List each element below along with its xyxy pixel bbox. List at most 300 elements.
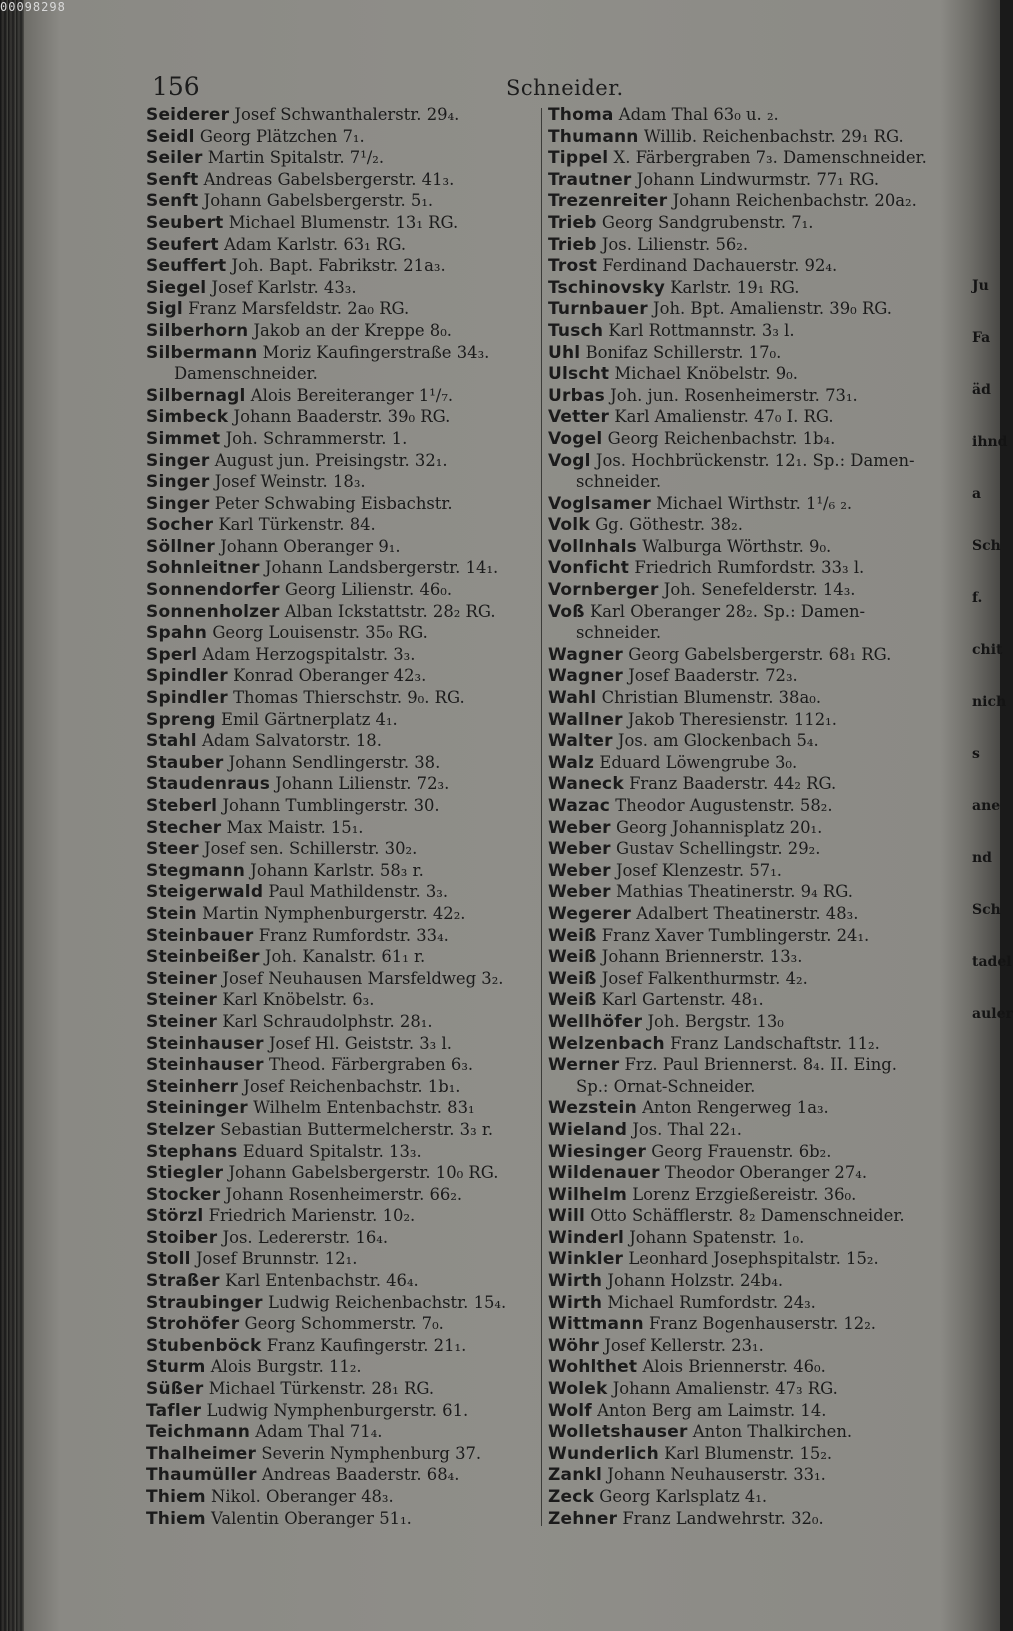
entry-details: Andreas Gabelsbergerstr. 41₃. xyxy=(203,169,455,189)
entry-surname: Wagner xyxy=(548,666,624,687)
directory-entry xyxy=(146,1335,541,1357)
edge-fragment: s xyxy=(972,746,980,762)
entry-details: Eduard Löwengrube 3₀. xyxy=(599,752,798,772)
directory-entry xyxy=(548,622,943,644)
entry-details: Alois Briennerstr. 46₀. xyxy=(642,1357,826,1377)
entry-surname: Stoiber xyxy=(146,1227,218,1248)
entry-details: Johann Baaderstr. 39₀ RG. xyxy=(233,407,451,427)
entry-details: Anton Thalkirchen. xyxy=(692,1422,853,1442)
entry-surname: Weiß xyxy=(548,947,597,968)
entry-details: Josef Schwanthalerstr. 29₄. xyxy=(234,105,460,124)
entry-details: Anton Rengerweg 1a₃. xyxy=(642,1098,829,1118)
entry-surname: Seiderer xyxy=(146,105,230,125)
entry-details: Josef Reichenbachstr. 1b₁. xyxy=(243,1076,461,1096)
directory-entry xyxy=(146,622,541,644)
directory-entry xyxy=(146,514,541,536)
edge-fragment: tadel xyxy=(972,954,1012,970)
entry-surname: Stiegler xyxy=(146,1163,224,1184)
entry-details: Georg Reichenbachstr. 1b₄. xyxy=(607,428,836,448)
entry-details: Johann Amalienstr. 47₃ RG. xyxy=(612,1379,838,1399)
entry-details: Alban Ickstattstr. 28₂ RG. xyxy=(284,601,496,621)
entry-surname: Weber xyxy=(548,860,611,881)
edge-fragment: f. xyxy=(972,590,983,606)
entry-surname: Senft xyxy=(146,191,199,212)
entry-details: Andreas Baaderstr. 68₄. xyxy=(261,1465,460,1485)
directory-entry xyxy=(146,450,541,472)
entry-details: Adam Thal 63₀ u. ₂. xyxy=(618,105,779,124)
entry-surname: Stelzer xyxy=(146,1119,215,1140)
directory-entry xyxy=(146,277,541,299)
entry-details: Johann Holzstr. 24b₄. xyxy=(607,1271,784,1291)
directory-entry xyxy=(548,752,943,774)
entry-details: Karlstr. 19₁ RG. xyxy=(670,277,800,297)
entry-surname: Wöhr xyxy=(548,1335,600,1356)
directory-entry xyxy=(548,406,943,428)
entry-surname: Singer xyxy=(146,450,210,471)
entry-details: Wilhelm Entenbachstr. 83₁ xyxy=(253,1098,475,1118)
entry-details: Konrad Oberanger 42₃. xyxy=(233,666,427,686)
directory-entry xyxy=(146,644,541,666)
entry-details: Friedrich Rumfordstr. 33₃ l. xyxy=(634,558,865,578)
directory-entry xyxy=(146,730,541,752)
directory-entry xyxy=(548,277,943,299)
entry-details: Friedrich Marienstr. 10₂. xyxy=(208,1206,416,1226)
directory-entry xyxy=(146,1097,541,1119)
entry-details: Jos. am Glockenbach 5₄. xyxy=(617,731,819,751)
entry-surname: Wittmann xyxy=(548,1314,644,1335)
entry-surname: Wellhöfer xyxy=(548,1011,643,1032)
directory-entry xyxy=(548,1184,943,1206)
directory-entry xyxy=(146,342,541,364)
entry-details: Georg Schommerstr. 7₀. xyxy=(244,1314,444,1334)
book-spine-shadow xyxy=(0,0,24,1631)
directory-entry xyxy=(548,773,943,795)
entry-details: Joh. jun. Rosenheimerstr. 73₁. xyxy=(610,385,858,405)
entry-details: Franz Baaderstr. 44₂ RG. xyxy=(629,774,837,794)
entry-surname: Singer xyxy=(146,493,210,514)
entry-details: Georg Johannisplatz 20₁. xyxy=(615,817,823,837)
entry-surname: Straubinger xyxy=(146,1292,263,1313)
entry-surname: Spindler xyxy=(146,666,228,687)
entry-surname: Sohnleitner xyxy=(146,558,260,579)
entry-surname: Sigl xyxy=(146,299,183,320)
entry-surname: Siegel xyxy=(146,277,207,298)
entry-details: Franz Rumfordstr. 33₄. xyxy=(258,925,449,945)
directory-entry xyxy=(548,860,943,882)
entry-details: Theodor Oberanger 27₄. xyxy=(664,1163,868,1183)
directory-entry xyxy=(146,946,541,968)
entry-surname: Wildenauer xyxy=(548,1163,660,1184)
entry-surname: Stoll xyxy=(146,1249,191,1270)
directory-entry xyxy=(548,795,943,817)
entry-surname: Zankl xyxy=(548,1465,603,1486)
entry-surname: Steinbauer xyxy=(146,925,254,946)
directory-entry xyxy=(548,1033,943,1055)
entry-details: Anton Berg am Laimstr. 14. xyxy=(597,1400,827,1420)
entry-surname: Teichmann xyxy=(146,1422,251,1443)
entry-surname: Steinbeißer xyxy=(146,947,260,968)
entry-details: Karl Blumenstr. 15₂. xyxy=(664,1443,833,1463)
entry-details: Adalbert Theatinerstr. 48₃. xyxy=(636,903,859,923)
running-head: Schneider. xyxy=(506,76,624,100)
entry-details: Georg Gabelsbergerstr. 68₁ RG. xyxy=(628,644,892,664)
entry-details: Lorenz Erzgießereistr. 36₀. xyxy=(632,1184,857,1204)
entry-details: Georg Karlsplatz 4₁. xyxy=(599,1487,768,1506)
entry-surname: Weber xyxy=(548,882,611,903)
entry-surname: Stecher xyxy=(146,817,222,838)
directory-entry xyxy=(146,1270,541,1292)
entry-details: Otto Schäfflerstr. 8₂ Damenschneider. xyxy=(590,1206,905,1226)
entry-details: Joh. Bapt. Fabrikstr. 21a₃. xyxy=(231,256,446,276)
directory-entry xyxy=(548,1421,943,1443)
entry-details: Karl Türkenstr. 84. xyxy=(218,515,376,535)
directory-entry xyxy=(548,1011,943,1033)
entry-surname: Wilhelm xyxy=(548,1184,627,1205)
directory-entry xyxy=(548,147,943,169)
entry-surname: Weiß xyxy=(548,925,597,946)
entry-details: Michael Wirthstr. 1¹/₆ ₂. xyxy=(656,493,853,513)
entry-details: schneider. xyxy=(576,472,662,492)
entry-details: Johann Briennerstr. 13₃. xyxy=(601,947,803,967)
entry-details: Johann Reichenbachstr. 20a₂. xyxy=(672,191,917,211)
directory-entry xyxy=(146,1443,541,1465)
directory-entry xyxy=(146,1119,541,1141)
directory-entry xyxy=(548,989,943,1011)
entry-surname: Wagner xyxy=(548,644,624,665)
entry-surname: Zehner xyxy=(548,1508,618,1529)
entry-surname: Wirth xyxy=(548,1271,603,1292)
entry-surname: Thalheimer xyxy=(146,1443,257,1464)
entry-details: Johann Sendlingerstr. 38. xyxy=(228,752,441,772)
entry-details: Alois Bereiteranger 1¹/₇. xyxy=(250,385,454,405)
directory-entry xyxy=(548,1356,943,1378)
entry-details: Georg Louisenstr. 35₀ RG. xyxy=(212,623,428,643)
entry-surname: Stephans xyxy=(146,1141,238,1162)
entry-surname: Welzenbach xyxy=(548,1033,665,1054)
entry-surname: Steiner xyxy=(146,990,218,1011)
directory-entry xyxy=(146,989,541,1011)
entry-surname: Silbermann xyxy=(146,342,258,363)
entry-surname: Wahl xyxy=(548,688,597,709)
edge-fragment: Sch xyxy=(972,538,1001,554)
entry-surname: Stahl xyxy=(146,731,197,752)
entry-surname: Trieb xyxy=(548,212,597,233)
directory-entry xyxy=(548,1464,943,1486)
entry-surname: Steinhauser xyxy=(146,1033,264,1054)
directory-entry xyxy=(548,817,943,839)
directory-entry xyxy=(548,514,943,536)
directory-entry xyxy=(548,1270,943,1292)
directory-entry xyxy=(548,1162,943,1184)
entry-details: Johann Karlstr. 58₃ r. xyxy=(250,860,424,880)
directory-entry xyxy=(146,255,541,277)
entry-details: Alois Burgstr. 11₂. xyxy=(210,1357,362,1377)
directory-entry xyxy=(548,1205,943,1227)
entry-details: Karl Rottmannstr. 3₃ l. xyxy=(608,320,795,340)
entry-surname: Silbernagl xyxy=(146,385,246,406)
entry-details: Johann Rosenheimerstr. 66₂. xyxy=(225,1184,463,1204)
entry-details: Karl Knöbelstr. 6₃. xyxy=(222,990,375,1010)
directory-entry xyxy=(146,1508,541,1530)
entry-surname: Tusch xyxy=(548,320,604,341)
entry-surname: Sonnendorfer xyxy=(146,580,280,601)
entry-details: Josef Hl. Geiststr. 3₃ l. xyxy=(268,1033,452,1053)
entry-details: Peter Schwabing Eisbachstr. xyxy=(214,493,453,513)
entry-details: Ferdinand Dachauerstr. 92₄. xyxy=(602,256,838,276)
directory-entry xyxy=(146,665,541,687)
directory-entry xyxy=(146,557,541,579)
entry-surname: Sperl xyxy=(146,644,198,665)
entry-details: Franz Marsfeldstr. 2a₀ RG. xyxy=(188,299,410,319)
directory-entry xyxy=(548,1292,943,1314)
entry-surname: Stein xyxy=(146,903,197,924)
directory-entry xyxy=(146,838,541,860)
entry-surname: Spreng xyxy=(146,709,216,730)
entry-details: Franz Landschaftstr. 11₂. xyxy=(670,1033,880,1053)
directory-entry xyxy=(146,817,541,839)
entry-details: Eduard Spitalstr. 13₃. xyxy=(242,1141,422,1161)
entry-surname: Seidl xyxy=(146,126,195,147)
directory-entry xyxy=(548,1335,943,1357)
entry-surname: Senft xyxy=(146,169,199,190)
entry-details: Josef Brunnstr. 12₁. xyxy=(195,1249,358,1269)
entry-details: Karl Oberanger 28₂. Sp.: Damen- xyxy=(589,601,866,621)
directory-entry xyxy=(548,1119,943,1141)
entry-surname: Steiner xyxy=(146,968,218,989)
directory-entry xyxy=(548,320,943,342)
entry-surname: Winderl xyxy=(548,1227,624,1248)
entry-details: Johann Spatenstr. 1₀. xyxy=(629,1227,805,1247)
entry-surname: Wieland xyxy=(548,1119,628,1140)
directory-entry xyxy=(548,644,943,666)
entry-surname: Tippel xyxy=(548,148,609,169)
directory-entry xyxy=(548,450,943,472)
entry-details: Josef Falkenthurmstr. 4₂. xyxy=(601,968,808,988)
entry-surname: Tschinovsky xyxy=(548,277,666,298)
scan-reference-number: 00098298 xyxy=(0,0,66,14)
entry-details: Karl Amalienstr. 47₀ I. RG. xyxy=(614,407,834,427)
directory-entry xyxy=(146,1076,541,1098)
directory-entry xyxy=(548,126,943,148)
entry-details: Joh. Bergstr. 13₀ xyxy=(647,1011,784,1031)
entry-surname: Vetter xyxy=(548,407,610,428)
directory-entry xyxy=(146,881,541,903)
entry-details: Adam Thal 71₄. xyxy=(255,1422,383,1442)
entry-surname: Thoma xyxy=(548,105,614,125)
entry-surname: Wirth xyxy=(548,1292,603,1313)
edge-fragment: ihnd xyxy=(972,434,1008,450)
directory-entry xyxy=(146,190,541,212)
directory-entry xyxy=(146,601,541,623)
entry-surname: Urbas xyxy=(548,385,605,406)
entry-surname: Spahn xyxy=(146,623,208,644)
directory-entry xyxy=(548,363,943,385)
entry-details: Michael Knöbelstr. 9₀. xyxy=(614,364,798,384)
directory-entry xyxy=(146,795,541,817)
entry-surname: Zeck xyxy=(548,1487,595,1507)
entry-details: Christian Blumenstr. 38a₀. xyxy=(601,688,822,708)
edge-fragment: äd xyxy=(972,382,991,398)
entry-surname: Strohöfer xyxy=(146,1314,240,1335)
entry-surname: Spindler xyxy=(146,688,228,709)
entry-details: Sp.: Ornat-Schneider. xyxy=(576,1076,756,1096)
entry-details: Frz. Paul Briennerst. 8₄. II. Eing. xyxy=(624,1055,897,1075)
entry-surname: Winkler xyxy=(548,1249,624,1270)
directory-entry xyxy=(146,1205,541,1227)
entry-details: Bonifaz Schillerstr. 17₀. xyxy=(585,342,782,362)
entry-surname: Wezstein xyxy=(548,1098,637,1119)
entry-surname: Steinherr xyxy=(146,1076,239,1097)
entry-surname: Stocker xyxy=(146,1184,221,1205)
entry-details: Ludwig Reichenbachstr. 15₄. xyxy=(267,1292,507,1312)
directory-entry xyxy=(146,752,541,774)
entry-details: Severin Nymphenburg 37. xyxy=(261,1443,482,1463)
directory-entry xyxy=(146,406,541,428)
entry-surname: Sonnenholzer xyxy=(146,601,280,622)
entry-details: Josef Baaderstr. 72₃. xyxy=(628,666,798,686)
directory-entry xyxy=(548,104,943,126)
entry-details: Jos. Ledererstr. 16₄. xyxy=(222,1227,389,1247)
entry-surname: Thiem xyxy=(146,1508,206,1529)
entry-surname: Wunderlich xyxy=(548,1443,659,1464)
entry-details: August jun. Preisingstr. 32₁. xyxy=(214,450,448,470)
entry-details: Josef Karlstr. 43₃. xyxy=(211,277,357,297)
entry-details: Leonhard Josephspitalstr. 15₂. xyxy=(628,1249,879,1269)
directory-entry xyxy=(146,1011,541,1033)
directory-entry xyxy=(548,1097,943,1119)
directory-entry xyxy=(146,687,541,709)
entry-surname: Simbeck xyxy=(146,407,229,428)
directory-entry xyxy=(548,1313,943,1335)
directory-entry xyxy=(146,298,541,320)
directory-entry xyxy=(146,1054,541,1076)
directory-entry xyxy=(146,428,541,450)
entry-details: Michael Rumfordstr. 24₃. xyxy=(607,1292,816,1312)
entry-surname: Waneck xyxy=(548,774,624,795)
directory-entry xyxy=(146,860,541,882)
entry-details: Emil Gärtnerplatz 4₁. xyxy=(221,709,398,729)
directory-entry xyxy=(146,169,541,191)
entry-details: Valentin Oberanger 51₁. xyxy=(211,1508,412,1528)
entry-surname: Tafler xyxy=(146,1400,202,1421)
directory-entry xyxy=(548,298,943,320)
entry-surname: Trautner xyxy=(548,169,632,190)
directory-entry xyxy=(548,1443,943,1465)
entry-details: Theod. Färbergraben 6₃. xyxy=(268,1055,474,1075)
entry-details: Joh. Kanalstr. 61₁ r. xyxy=(264,947,426,967)
directory-entry xyxy=(146,1378,541,1400)
entry-details: Jakob Theresienstr. 112₁. xyxy=(627,709,837,729)
directory-entry xyxy=(548,838,943,860)
directory-entry xyxy=(548,709,943,731)
directory-entry xyxy=(548,557,943,579)
entry-surname: Steberl xyxy=(146,796,218,816)
entry-surname: Wiesinger xyxy=(548,1141,647,1162)
entry-surname: Uhl xyxy=(548,342,581,363)
entry-surname: Wohlthet xyxy=(548,1357,638,1378)
entry-surname: Walter xyxy=(548,731,613,752)
directory-entry xyxy=(146,147,541,169)
directory-entry xyxy=(548,234,943,256)
directory-entry xyxy=(146,212,541,234)
directory-entry xyxy=(146,925,541,947)
edge-fragment: auler xyxy=(972,1006,1013,1022)
entry-surname: Steer xyxy=(146,839,199,860)
entry-surname: Voglsamer xyxy=(548,493,651,514)
page-header xyxy=(150,70,930,106)
directory-entry xyxy=(548,1400,943,1422)
entry-surname: Steinhauser xyxy=(146,1055,264,1076)
entry-details: Karl Entenbachstr. 46₄. xyxy=(225,1271,419,1291)
directory-entry xyxy=(146,1227,541,1249)
entry-surname: Trieb xyxy=(548,234,597,255)
entry-details: Martin Nymphenburgerstr. 42₂. xyxy=(202,903,466,923)
entry-details: Jos. Thal 22₁. xyxy=(632,1119,742,1139)
entry-details: Johann Lilienstr. 72₃. xyxy=(275,774,450,794)
directory-entry xyxy=(146,1141,541,1163)
entry-details: Nikol. Oberanger 48₃. xyxy=(211,1487,394,1506)
entry-details: X. Färbergraben 7₃. Damenschneider. xyxy=(613,148,927,168)
entry-surname: Steigerwald xyxy=(146,882,264,903)
entry-details: Johann Tumblingerstr. 30. xyxy=(222,796,440,815)
entry-details: Theodor Augustenstr. 58₂. xyxy=(615,796,833,815)
entry-details: Georg Plätzchen 7₁. xyxy=(199,126,365,146)
directory-entry xyxy=(146,1356,541,1378)
entry-details: Georg Lilienstr. 46₀. xyxy=(284,580,453,600)
entry-details: Willib. Reichenbachstr. 29₁ RG. xyxy=(643,126,904,146)
directory-entry xyxy=(146,1464,541,1486)
entry-details: Franz Landwehrstr. 32₀. xyxy=(622,1508,824,1528)
entry-surname: Stubenböck xyxy=(146,1335,262,1356)
directory-entry xyxy=(146,1313,541,1335)
entry-surname: Wolletshauser xyxy=(548,1422,688,1443)
entry-details: Sebastian Buttermelcherstr. 3₃ r. xyxy=(220,1119,494,1139)
entry-surname: Vogel xyxy=(548,428,603,449)
entry-surname: Vollnhals xyxy=(548,536,637,557)
entry-details: Johann Lindwurmstr. 77₁ RG. xyxy=(636,169,880,189)
entry-surname: Thiem xyxy=(146,1487,206,1507)
directory-column-left xyxy=(146,104,541,1529)
directory-entry xyxy=(548,493,943,515)
edge-fragment: Sch xyxy=(972,902,1001,918)
entry-details: Damenschneider. xyxy=(174,364,318,384)
entry-details: Johann Gabelsbergerstr. 10₀ RG. xyxy=(228,1163,499,1183)
entry-surname: Ulscht xyxy=(548,364,610,385)
entry-details: Adam Karlstr. 63₁ RG. xyxy=(223,234,407,254)
directory-column-right xyxy=(548,104,943,1529)
page-number: 156 xyxy=(152,72,200,101)
entry-details: Johann Neuhauserstr. 33₁. xyxy=(607,1465,826,1485)
directory-entry xyxy=(146,1162,541,1184)
entry-surname: Seufert xyxy=(146,234,219,255)
entry-surname: Weber xyxy=(548,817,611,838)
directory-entry xyxy=(548,1248,943,1270)
entry-details: Walburga Wörthstr. 9₀. xyxy=(642,536,832,556)
entry-surname: Wolf xyxy=(548,1400,592,1421)
directory-entry xyxy=(146,493,541,515)
entry-surname: Singer xyxy=(146,472,210,493)
directory-entry xyxy=(548,1076,943,1098)
entry-surname: Süßer xyxy=(146,1379,204,1400)
directory-entry xyxy=(146,234,541,256)
entry-details: Josef Weinstr. 18₃. xyxy=(214,472,366,492)
entry-surname: Vogl xyxy=(548,450,591,471)
entry-details: Adam Salvatorstr. 18. xyxy=(202,731,382,751)
entry-surname: Thaumüller xyxy=(146,1465,257,1486)
directory-entry xyxy=(146,968,541,990)
entry-details: Gustav Schellingstr. 29₂. xyxy=(615,839,821,859)
entry-surname: Söllner xyxy=(146,536,215,557)
